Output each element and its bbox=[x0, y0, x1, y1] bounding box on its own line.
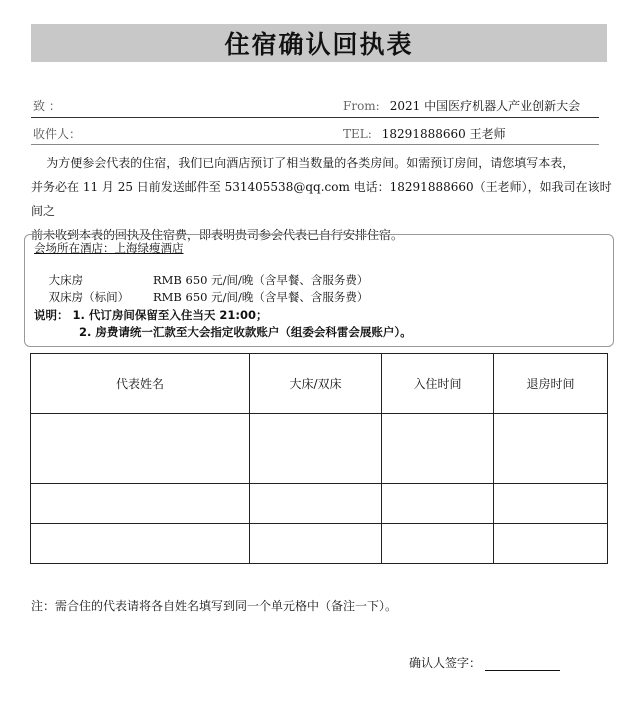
table-cell[interactable] bbox=[31, 414, 250, 484]
notes-label: 说明： bbox=[34, 308, 69, 322]
footer-note: 注：需合住的代表请将各自姓名填写到同一个单元格中（备注一下）。 bbox=[31, 599, 398, 613]
tel-key: TEL: bbox=[343, 127, 372, 141]
hotel-line bbox=[34, 240, 184, 256]
table-header-row bbox=[31, 354, 608, 414]
divider bbox=[31, 144, 599, 145]
table-cell[interactable] bbox=[31, 484, 250, 524]
room-type: 双床房（标间） bbox=[48, 290, 130, 304]
room-price: RMB 650 元/间/晚（含早餐、含服务费） bbox=[153, 273, 369, 287]
room-price: RMB 650 元/间/晚（含早餐、含服务费） bbox=[153, 290, 369, 304]
note-item: 1. 代订房间保留至入住当天 21:00； bbox=[72, 308, 268, 322]
from-value: 2021 中国医疗机器人产业创新大会 bbox=[389, 99, 581, 113]
intro-line: 并务必在 11 月 25 日前发送邮件至 531405538@qq.com 电话：18291888660（王老师），如我司在该时间之 bbox=[31, 180, 612, 218]
table-cell[interactable] bbox=[494, 414, 608, 484]
signature-label: 确认人签字： bbox=[409, 656, 482, 670]
table-row bbox=[31, 484, 608, 524]
column-header: 大床/双床 bbox=[250, 354, 382, 414]
table-cell[interactable] bbox=[250, 524, 382, 564]
tel-field bbox=[343, 125, 506, 142]
hotel-label: 会场所在酒店： bbox=[34, 241, 115, 255]
table-cell[interactable] bbox=[250, 414, 382, 484]
intro-line: 为方便参会代表的住宿，我们已向酒店预订了相当数量的各类房间。如需预订房间，请您填写本表， bbox=[31, 156, 575, 170]
intro-paragraph bbox=[31, 151, 613, 247]
to-row bbox=[31, 94, 599, 116]
registration-table bbox=[30, 353, 608, 564]
notes-line bbox=[34, 307, 268, 323]
table-cell[interactable] bbox=[382, 484, 494, 524]
hotel-info-box bbox=[24, 234, 614, 347]
from-field bbox=[343, 97, 580, 114]
to-label: 致 ： bbox=[33, 99, 61, 113]
hotel-name: 上海绿瘦酒店 bbox=[114, 241, 184, 255]
column-header: 入住时间 bbox=[382, 354, 494, 414]
table-cell[interactable] bbox=[382, 414, 494, 484]
divider bbox=[31, 117, 599, 118]
page-title: 住宿确认回执表 bbox=[224, 30, 414, 59]
column-header: 代表姓名 bbox=[31, 354, 250, 414]
from-key: From: bbox=[343, 99, 380, 113]
signature-field bbox=[409, 654, 560, 671]
tel-value: 18291888660 王老师 bbox=[381, 127, 506, 141]
table-cell[interactable] bbox=[31, 524, 250, 564]
table-cell[interactable] bbox=[494, 484, 608, 524]
signature-line[interactable] bbox=[485, 658, 560, 671]
table-cell[interactable] bbox=[382, 524, 494, 564]
table-cell[interactable] bbox=[494, 524, 608, 564]
table-row bbox=[31, 414, 608, 484]
title-bar bbox=[31, 24, 607, 62]
table-cell[interactable] bbox=[250, 484, 382, 524]
column-header: 退房时间 bbox=[494, 354, 608, 414]
intro-line: 前未收到本表的回执及住宿费，即表明贵司参会代表已自行安排住宿。 bbox=[31, 228, 404, 242]
recipient-label: 收件人： bbox=[33, 127, 82, 141]
table-row bbox=[31, 524, 608, 564]
recipient-row bbox=[31, 122, 599, 144]
room-type: 大床房 bbox=[48, 273, 84, 287]
note-item: 2. 房费请统一汇款至大会指定收款账户（组委会科雷会展账户）。 bbox=[79, 325, 412, 339]
